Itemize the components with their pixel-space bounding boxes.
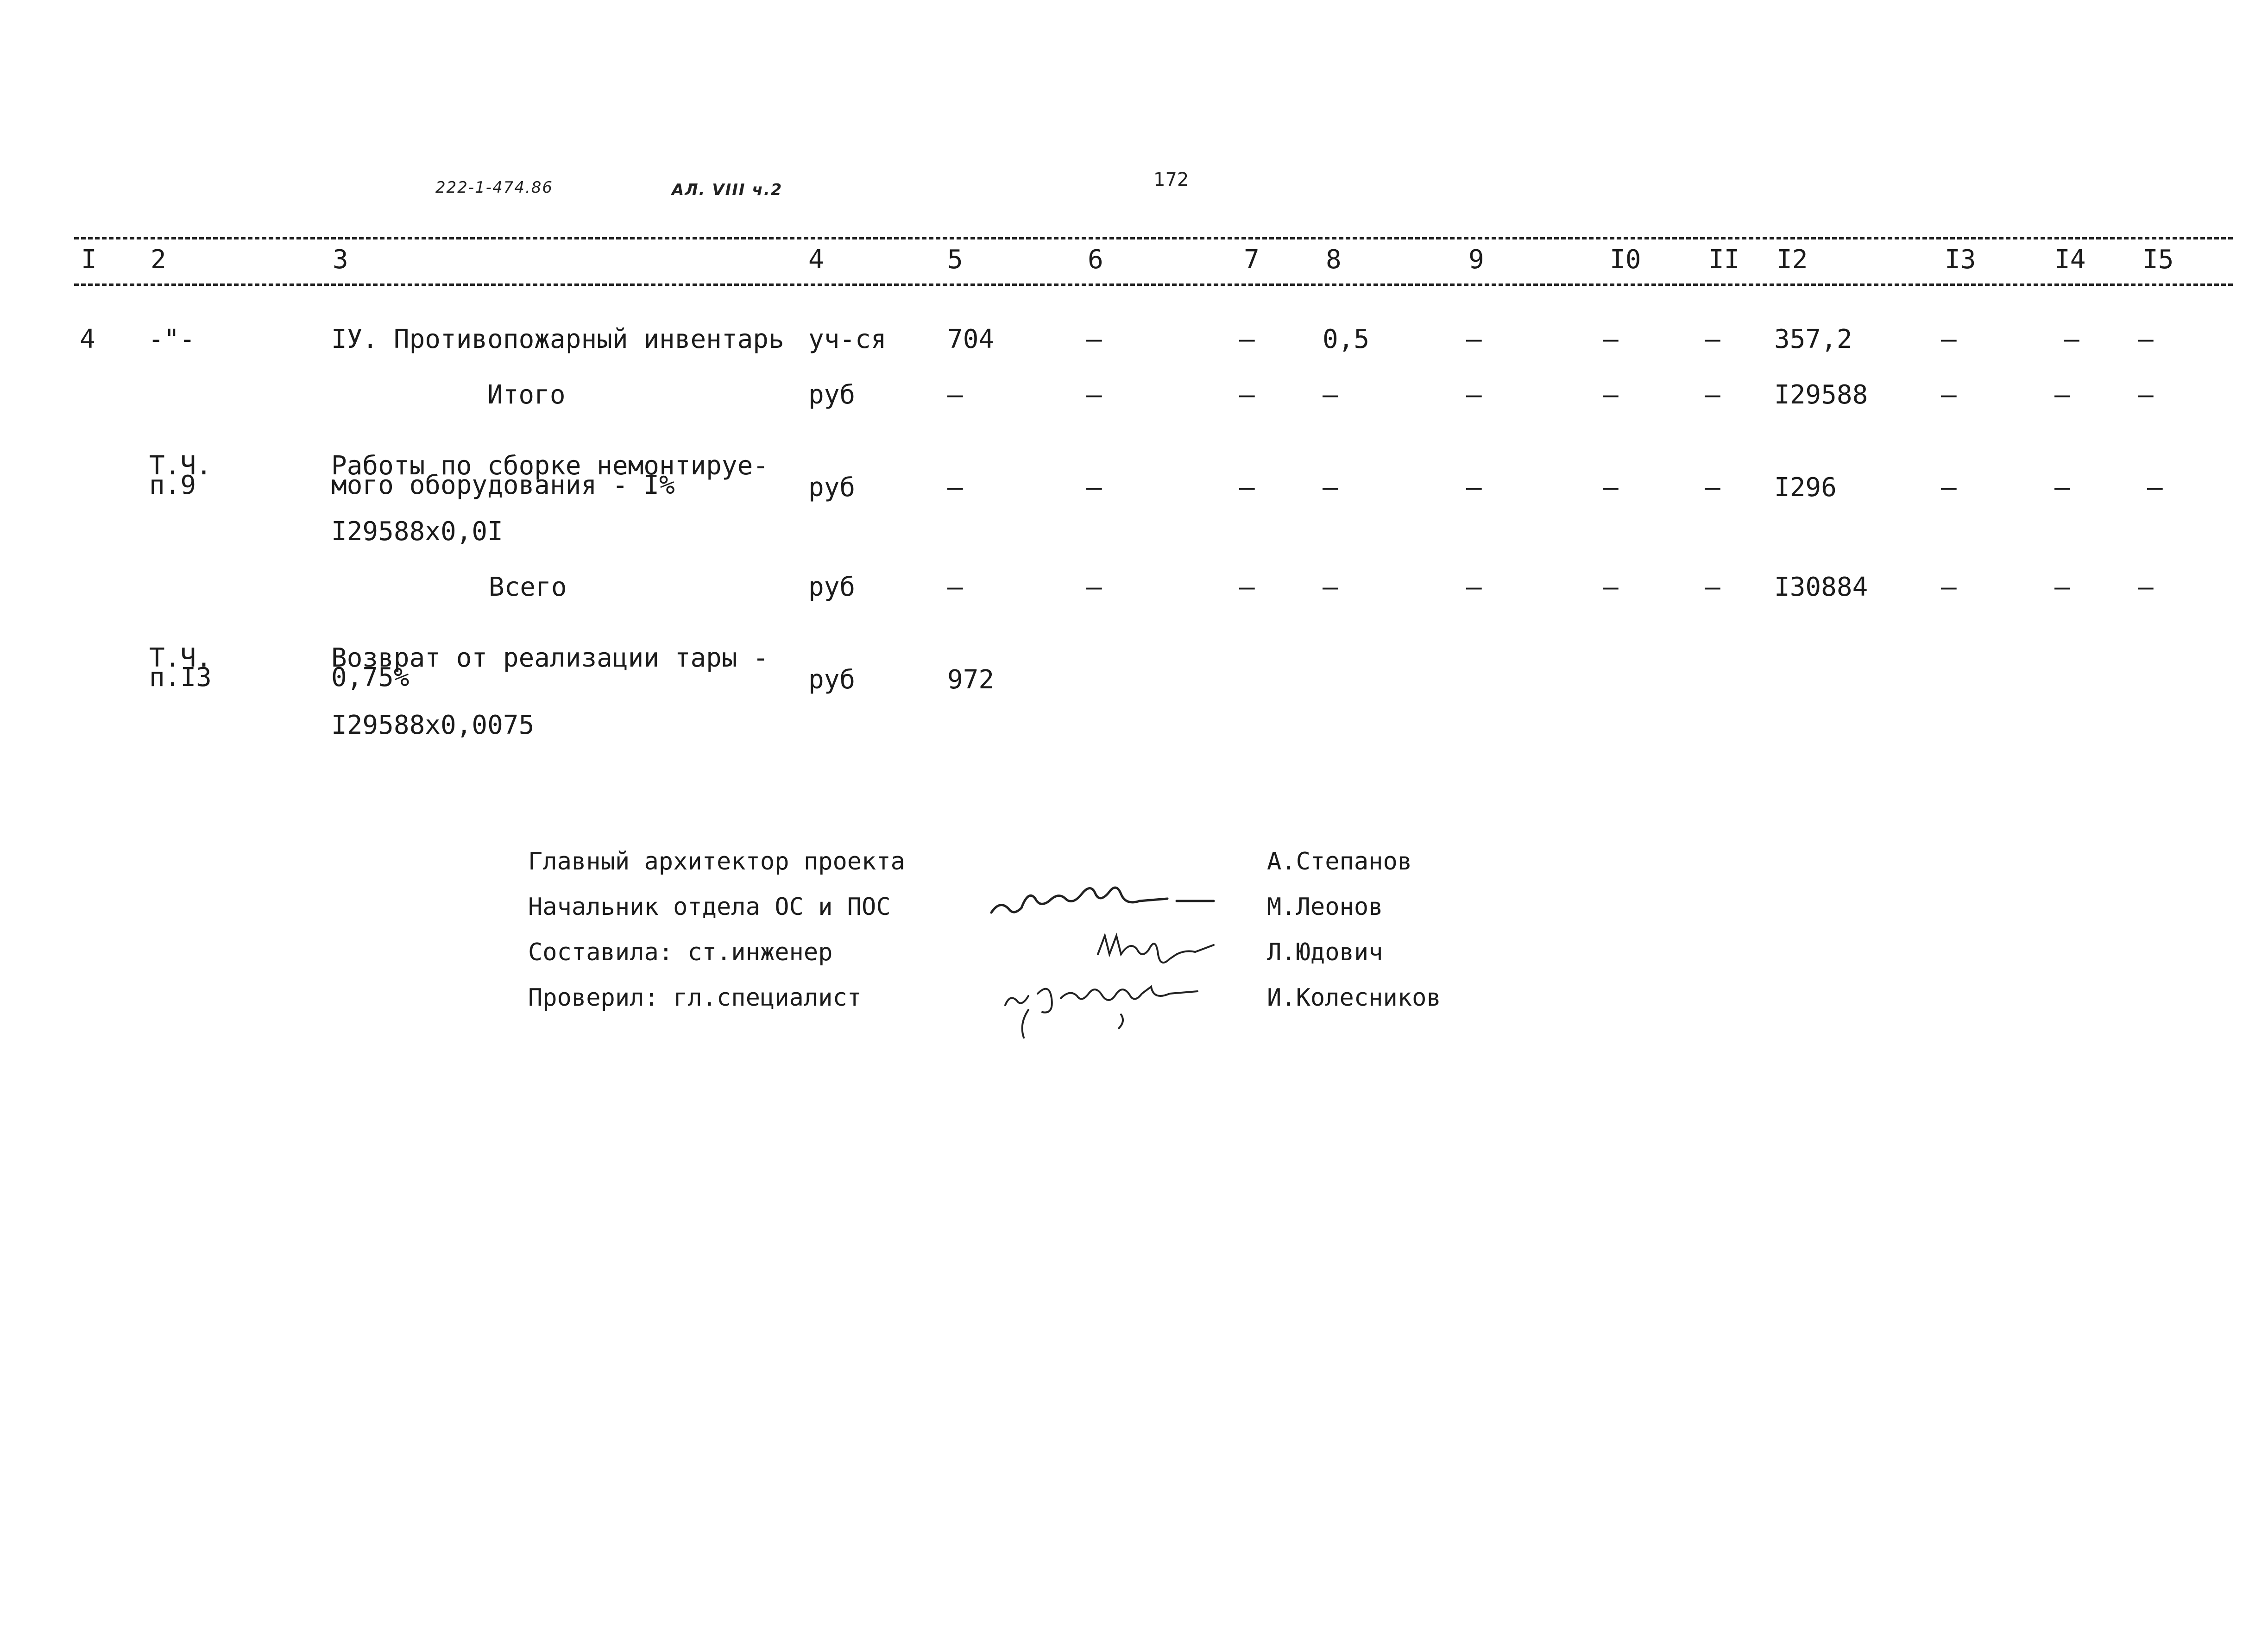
cell-col14: – (2054, 572, 2070, 602)
signature-name: Л.Юдович (1267, 938, 1383, 966)
signature-role: Главный архитектор проекта (528, 848, 905, 875)
signature-scribble (996, 973, 1218, 1042)
cell-col5: – (947, 380, 963, 410)
cell-col12: I30884 (1774, 572, 1868, 602)
cell-col14: – (2064, 324, 2079, 354)
cell-col11: – (1705, 572, 1720, 602)
cell-col13: – (1941, 472, 1957, 503)
column-header: 4 (808, 245, 824, 275)
cell-col10: – (1603, 380, 1619, 410)
cell-col12: I296 (1774, 472, 1837, 503)
cell-col12: 357,2 (1774, 324, 1852, 354)
cell-col11: – (1705, 380, 1720, 410)
cell-col15: – (2138, 572, 2154, 602)
cell-col6: – (1086, 572, 1102, 602)
ditto-mark: -"- (148, 324, 195, 354)
cell-col6: – (1086, 380, 1102, 410)
cell-col5: 704 (947, 324, 995, 354)
signature-scribble (982, 880, 1241, 926)
page-number: 172 (1153, 169, 1189, 190)
column-header: II (1708, 245, 1740, 275)
album-reference: АЛ. VIII ч.2 (672, 181, 783, 199)
subtotal-label: Итого (487, 380, 566, 410)
column-header: 6 (1088, 245, 1103, 275)
cell-col13: – (1941, 324, 1957, 354)
cell-col15: – (2147, 472, 2163, 503)
column-header: 5 (947, 245, 963, 275)
item-description: Возврат от реализации тары - 0,75% (331, 643, 769, 693)
cell-col10: – (1603, 572, 1619, 602)
cell-col11: – (1705, 472, 1720, 503)
column-header: I4 (2054, 245, 2086, 275)
cell-col13: – (1941, 380, 1957, 410)
cell-col14: – (2054, 472, 2070, 503)
cell-col5: – (947, 572, 963, 602)
signature-scribble (1093, 926, 1241, 968)
column-header: I3 (1945, 245, 1976, 275)
cell-col8: 0,5 (1323, 324, 1370, 354)
unit-cell: руб (808, 380, 856, 410)
cell-col12: I29588 (1774, 380, 1868, 410)
column-header: 8 (1326, 245, 1342, 275)
cell-col7: – (1239, 380, 1255, 410)
cell-col7: – (1239, 472, 1255, 503)
document-code: 222-1-474.86 (435, 178, 554, 197)
column-header: I0 (1610, 245, 1641, 275)
unit-cell: руб (808, 665, 856, 695)
header-bottom-rule (74, 283, 2233, 286)
cell-col6: – (1086, 324, 1102, 354)
column-header: 2 (151, 245, 166, 275)
total-label: Всего (489, 572, 567, 602)
column-header: I5 (2142, 245, 2174, 275)
cell-col13: – (1941, 572, 1957, 602)
cell-col9: – (1466, 572, 1482, 602)
cell-col11: – (1705, 324, 1720, 354)
cell-col8: – (1323, 380, 1338, 410)
column-header: 9 (1468, 245, 1484, 275)
column-header: 7 (1244, 245, 1260, 275)
signature-role: Начальник отдела ОС и ПОС (528, 893, 891, 921)
cell-col8: – (1323, 472, 1338, 503)
reference-cell: Т.Ч. п.9 (149, 451, 212, 500)
cell-col9: – (1466, 380, 1482, 410)
row-number: 4 (80, 324, 95, 354)
cell-col15: – (2138, 380, 2154, 410)
cell-col6: – (1086, 472, 1102, 503)
cell-col9: – (1466, 472, 1482, 503)
column-header: 3 (333, 245, 348, 275)
cell-col14: – (2054, 380, 2070, 410)
cell-col7: – (1239, 324, 1255, 354)
unit-cell: руб (808, 572, 856, 602)
cell-col15: – (2138, 324, 2154, 354)
cell-col9: – (1466, 324, 1482, 354)
header-top-rule (74, 237, 2233, 239)
formula-text: I29588х0,0075 (331, 710, 535, 740)
cell-col7: – (1239, 572, 1255, 602)
signature-role: Проверил: гл.специалист (528, 984, 862, 1012)
item-description: IУ. Противопожарный инвентарь (331, 324, 784, 354)
cell-col5: – (947, 472, 963, 503)
signature-name: И.Колесников (1267, 984, 1441, 1012)
item-description: Работы по сборке немонтируе- мого оборудования - I% (331, 451, 769, 500)
signature-role: Составила: ст.инженер (528, 938, 833, 966)
signature-name: М.Леонов (1267, 893, 1383, 921)
formula-text: I29588х0,0I (331, 516, 503, 547)
cell-col10: – (1603, 472, 1619, 503)
signature-name: А.Степанов (1267, 848, 1412, 875)
cell-col5: 972 (947, 665, 995, 695)
reference-cell: Т.Ч. п.I3 (149, 643, 212, 693)
cell-col10: – (1603, 324, 1619, 354)
column-header: I (81, 245, 97, 275)
cell-col8: – (1323, 572, 1338, 602)
unit-cell: уч-ся (808, 324, 887, 354)
column-header: I2 (1777, 245, 1808, 275)
unit-cell: руб (808, 472, 856, 503)
